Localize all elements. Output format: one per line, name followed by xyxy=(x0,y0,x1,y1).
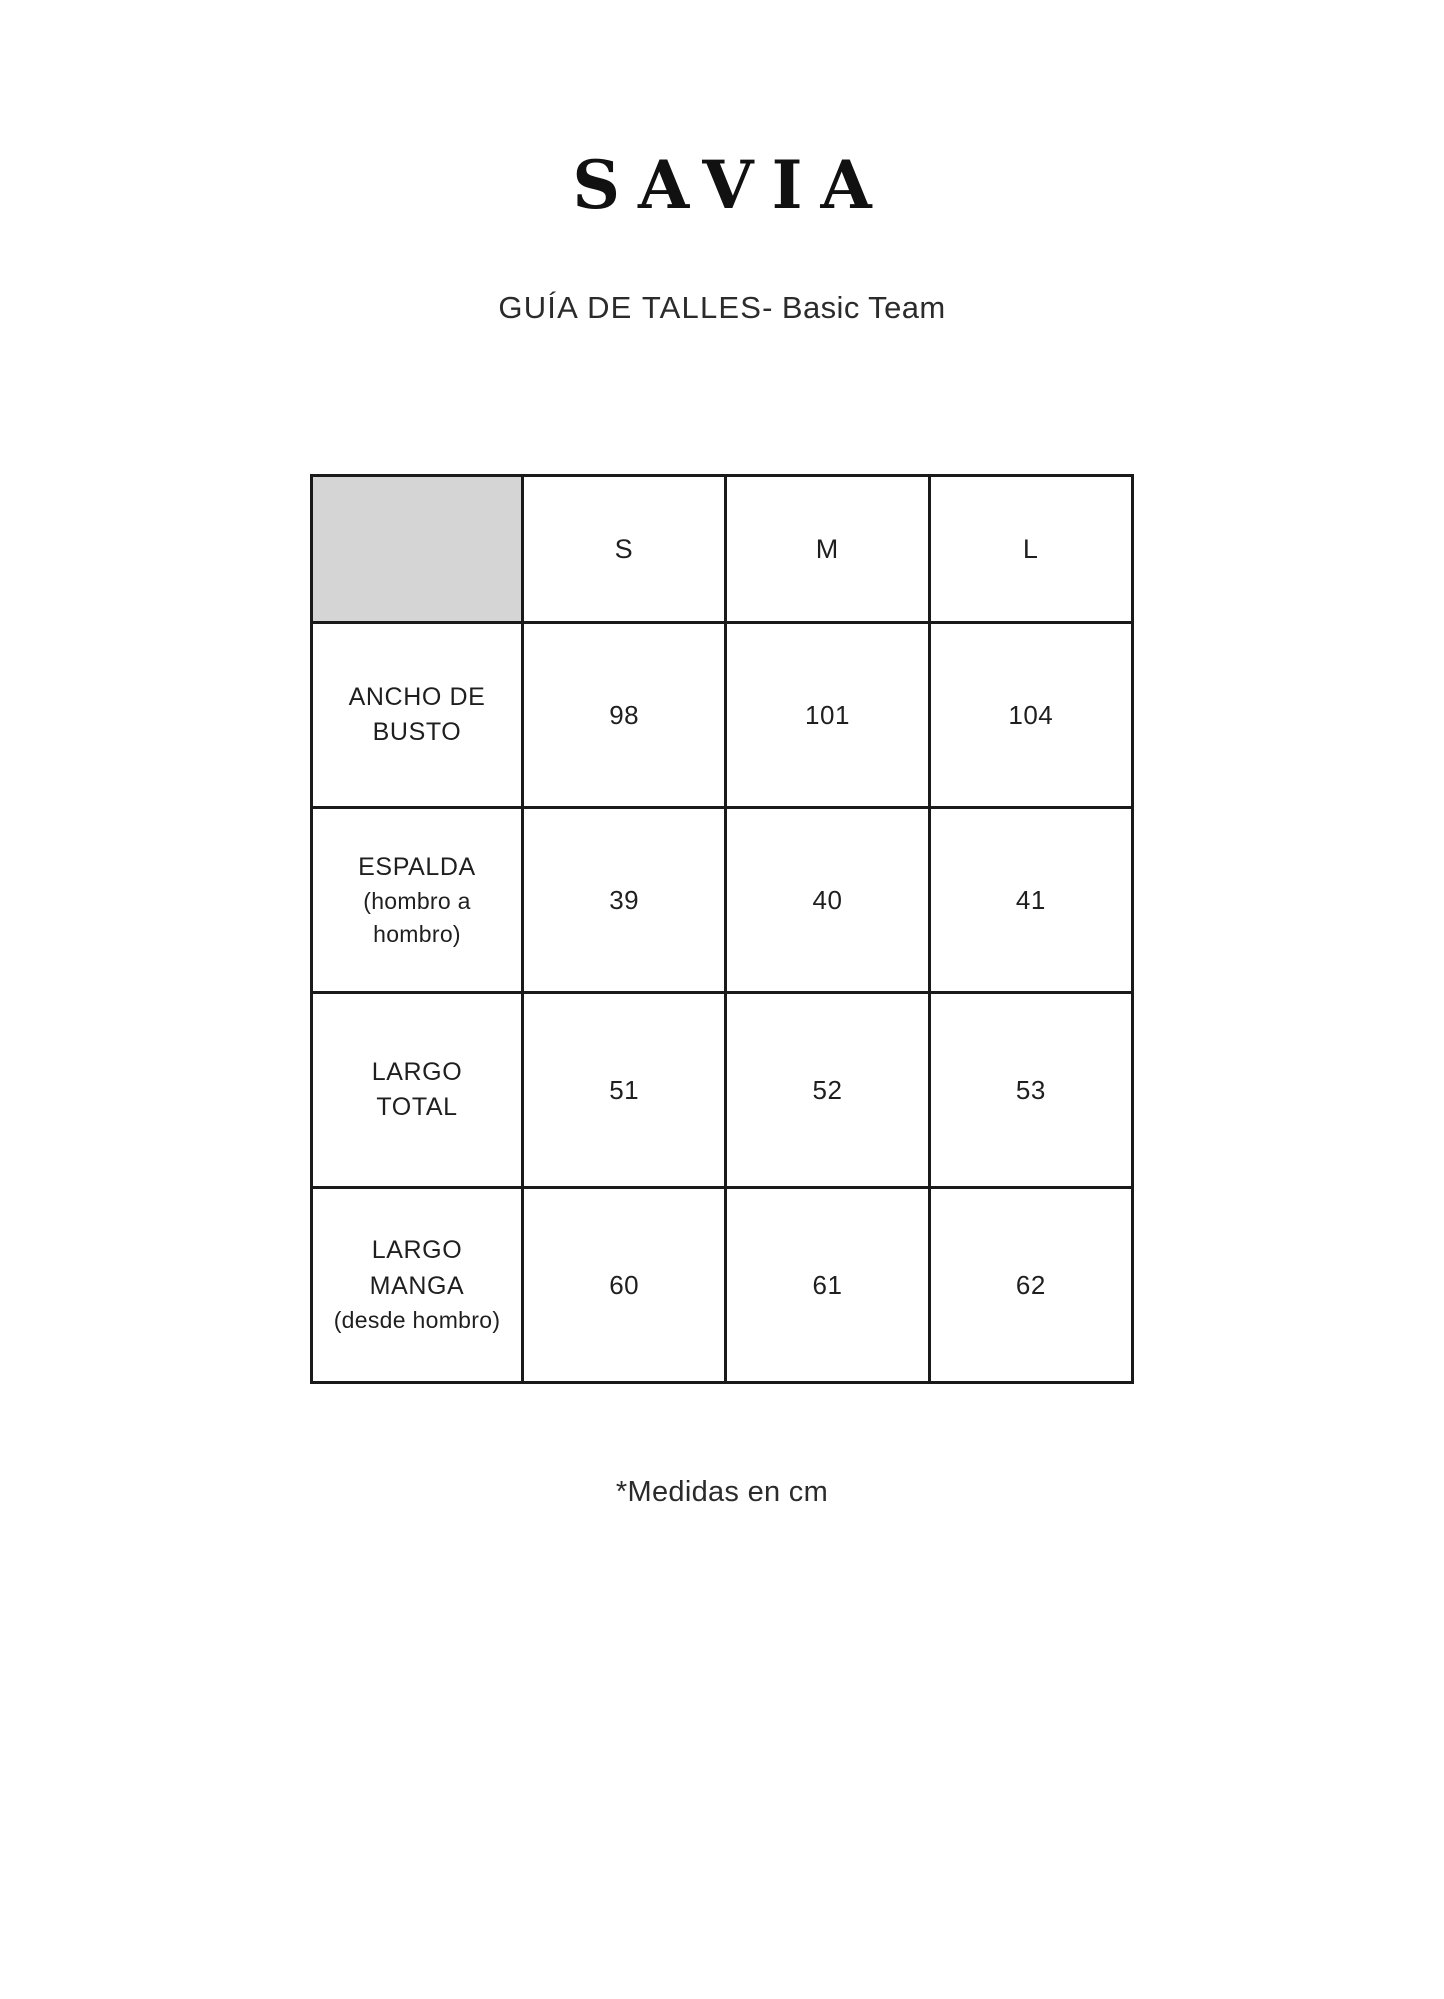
row-label-largo-total xyxy=(312,993,523,1188)
cell-espalda-s: 39 xyxy=(523,808,726,993)
row-label-espalda xyxy=(312,808,523,993)
page-title xyxy=(498,290,945,326)
cell-largo-manga-m: 61 xyxy=(726,1188,929,1383)
cell-largo-manga-l: 62 xyxy=(929,1188,1132,1383)
cell-ancho-busto-l: 104 xyxy=(929,623,1132,808)
cell-ancho-busto-m: 101 xyxy=(726,623,929,808)
table-row xyxy=(312,808,1133,993)
table-corner-cell xyxy=(312,476,523,623)
page-title-main: GUÍA DE TALLES xyxy=(498,290,763,325)
column-header-s: S xyxy=(523,476,726,623)
column-header-l: L xyxy=(929,476,1132,623)
table-header-row xyxy=(312,476,1133,623)
cell-espalda-l: 41 xyxy=(929,808,1132,993)
column-header-m: M xyxy=(726,476,929,623)
cell-espalda-m: 40 xyxy=(726,808,929,993)
row-label-line2: TOTAL xyxy=(376,1093,458,1121)
size-table xyxy=(310,474,1134,1384)
cell-ancho-busto-s: 98 xyxy=(523,623,726,808)
page-title-product: Basic Team xyxy=(781,290,946,325)
cell-largo-total-l: 53 xyxy=(929,993,1132,1188)
page-title-separator: - xyxy=(762,290,782,325)
row-label-line3: hombro) xyxy=(373,920,461,947)
row-label-line1: LARGO xyxy=(371,1236,463,1265)
brand-logo: SAVIA xyxy=(572,146,890,224)
row-label-line1: ESPALDA xyxy=(358,852,476,881)
cell-largo-total-m: 52 xyxy=(726,993,929,1188)
cell-largo-manga-s: 60 xyxy=(523,1188,726,1383)
table-row xyxy=(312,993,1133,1188)
row-label-ancho-de-busto xyxy=(312,623,523,808)
table-row xyxy=(312,1188,1133,1383)
cell-largo-total-s: 51 xyxy=(523,993,726,1188)
row-label-line1: ANCHO DE xyxy=(348,682,486,711)
measurement-note: *Medidas en cm xyxy=(615,1476,829,1508)
row-label-line3: (desde hombro) xyxy=(333,1307,501,1334)
row-label-line1: LARGO xyxy=(371,1057,463,1086)
row-label-line2: BUSTO xyxy=(372,718,462,746)
row-label-largo-manga xyxy=(312,1188,523,1383)
size-table-container xyxy=(310,474,1134,1384)
row-label-line2: (hombro a xyxy=(363,888,471,915)
row-label-line2: MANGA xyxy=(369,1271,465,1300)
table-row xyxy=(312,623,1133,808)
